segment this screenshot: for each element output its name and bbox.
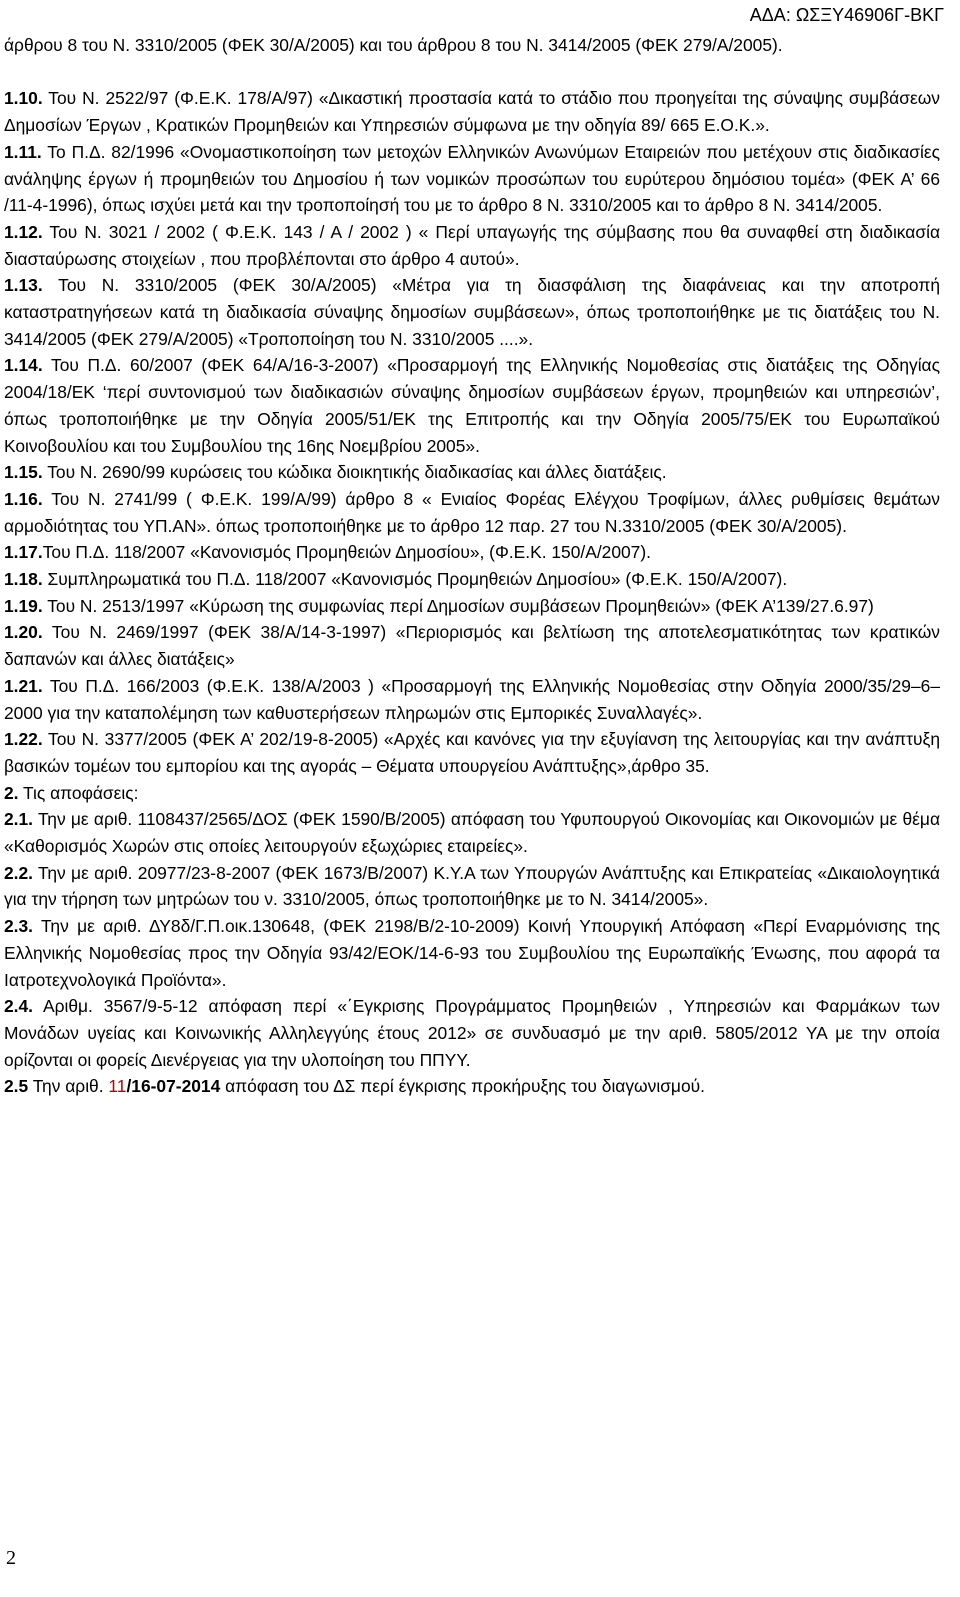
paragraph [4,539,940,566]
item-text: Του Ν. 3021 / 2002 ( Φ.Ε.Κ. 143 / Α / 2002 ) « Περί υπαγωγής της σύμβασης που θα συναφθεί στη διαδικασία διασταύρωσης στοιχείων , που προβλέπονται στο άρθρο 4 αυτού». [4,221,940,269]
item-number: 2. [4,782,19,803]
item-number: 2.4. [4,996,34,1017]
item-number: 1.14. [4,355,43,376]
paragraph [4,85,940,138]
paragraph [4,139,940,219]
item-text: Του Ν. 3377/2005 (ΦΕΚ Α’ 202/19-8-2005) «Αρχές και κανόνες για την εξυγίανση της λειτουργίας και την ανάπτυξη βασικών τομέων του εμπορίου και της αγοράς – Θέματα υπουργείου Ανάπτυξης»,άρθρο 35. [4,729,940,776]
item-number: 1.16. [4,488,43,509]
item-text: Την με αριθ. 20977/23-8-2007 (ΦΕΚ 1673/Β/2007) Κ.Υ.Α των Υπουργών Ανάπτυξης και Επικρατείας «Δικαιολογητικά για την τήρηση των μητρώων του ν. 3310/2005, όπως τροποποιήθηκε με το Ν. 3414/2005». [4,862,940,910]
paragraph [4,32,940,59]
paragraph [4,726,940,779]
item-number: 1.21. [4,675,43,696]
paragraph [4,593,940,620]
paragraph [4,272,940,352]
item-number: 2.2. [4,862,34,883]
item-text: Του Ν. 2469/1997 (ΦΕΚ 38/Α/14-3-1997) «Περιορισμός και βελτίωση της αποτελεσματικότητας των κρατικών δαπανών και άλλες διατάξεις» [4,622,940,670]
item-number: 1.20. [4,622,43,643]
item-text: Την με αριθ. 1108437/2565/ΔΟΣ (ΦΕΚ 1590/Β/2005) απόφαση του Υφυπουργού Οικονομίας και Οικονομιών με θέμα «Καθορισμός Χωρών στις οποίες λειτουργούν εξωχώριες εταιρείες». [4,809,940,857]
item-text: Του Π.Δ. 118/2007 «Κανονισμός Προμηθειών Δημοσίου», (Φ.Ε.Κ. 150/Α/2007). [42,542,651,563]
item-text-post: απόφαση του ΔΣ περί έγκρισης προκήρυξης του διαγωνισμού. [220,1076,705,1097]
item-number: 1.19. [4,595,43,616]
item-text: Του Ν. 2690/99 κυρώσεις του κώδικα διοικητικής διαδικασίας και άλλες διατάξεις. [42,462,667,483]
item-number: 2.5 [4,1076,29,1097]
paragraph [4,913,940,993]
spacer [4,59,940,86]
item-text: Συμπληρωματικά του Π.Δ. 118/2007 «Κανονισμός Προμηθειών Δημοσίου» (Φ.Ε.Κ. 150/Α/2007). [42,569,788,590]
item-text: Το Π.Δ. 82/1996 «Ονομαστικοποίηση των μετοχών Ελληνικών Ανωνύμων Εταιρειών που μετέχουν στις διαδικασίες ανάληψης έργων ή προμηθειών του Δημοσίου ή των νομικών προσώπων του ευρύτερου δημόσιου τομέα» (ΦΕΚ Α’ 66 /11-4-1996), όπως ισχύει μετά και την τροποποίησή του με το άρθρο 8 Ν. 3310/2005 και το άρθρο 8 Ν. 3414/2005. [4,141,940,216]
document-body [4,32,940,1100]
item-number: 1.15. [4,462,43,483]
paragraph [4,619,940,672]
paragraph [4,459,940,486]
item-number: 1.12. [4,221,43,242]
paragraph [4,860,940,913]
item-number: 1.22. [4,729,43,750]
item-number: 1.18. [4,569,43,590]
paragraph [4,806,940,859]
item-text: Του Ν. 2522/97 (Φ.Ε.Κ. 178/Α/97) «Δικαστική προστασία κατά το στάδιο που προηγείται της σύναψης συμβάσεων Δημοσίων Έργων , Κρατικών Προμηθειών και Υπηρεσιών σύμφωνα με την οδηγία 89/ 665 Ε.Ο.Κ.». [4,88,940,136]
paragraph [4,486,940,539]
paragraph [4,780,940,807]
item-text: Του Ν. 2741/99 ( Φ.Ε.Κ. 199/Α/99) άρθρο 8 « Ενιαίος Φορέας Ελέγχου Τροφίμων, άλλες ρυθμίσεις θεμάτων αρμοδιότητας του ΥΠ.ΑΝ». όπως τροποποιήθηκε με το άρθρο 12 παρ. 27 του Ν.3310/2005 (ΦΕΚ 30/Α/2005). [4,488,940,536]
item-number: 2.3. [4,916,34,937]
paragraph-last [4,1073,940,1100]
item-number: 1.10. [4,88,43,109]
paragraph [4,352,940,459]
item-text-pre: Την αριθ. [28,1076,109,1097]
item-text: Τις αποφάσεις: [18,782,139,803]
item-text: Του Ν. 3310/2005 (ΦΕΚ 30/Α/2005) «Μέτρα για τη διασφάλιση της διαφάνειας και την αποτροπή καταστρατηγήσεων κατά τη διαδικασία σύναψης δημοσίων συμβάσεων», όπως τροποποιήθηκε με τις διατάξεις του Ν. 3414/2005 (ΦΕΚ 279/Α/2005) «Τροποποίηση του Ν. 3310/2005 ....». [4,275,940,349]
decision-number-highlight: 11 [108,1076,127,1097]
item-number: 2.1. [4,809,34,830]
item-text: Την με αριθ. ΔΥ8δ/Γ.Π.οικ.130648, (ΦΕΚ 2198/Β/2-10-2009) Κοινή Υπουργική Απόφαση «Περί Εναρμόνισης της Ελληνικής Νομοθεσίας προς την Οδηγία 93/42/ΕΟΚ/14-6-93 του Συμβουλίου της Ευρωπαϊκής Ένωσης, που αφορά τα Ιατροτεχνολογικά Προϊόντα». [4,916,940,990]
item-number: 1.17. [4,542,43,563]
page-number: 2 [6,1547,16,1569]
paragraph [4,673,940,726]
paragraph [4,993,940,1073]
item-text: άρθρου 8 του Ν. 3310/2005 (ΦΕΚ 30/Α/2005) και του άρθρου 8 του Ν. 3414/2005 (ΦΕΚ 279/Α/2005). [4,35,783,55]
item-text: Αριθμ. 3567/9-5-12 απόφαση περί «΄Εγκρισης Προγράμματος Προμηθειών , Υπηρεσιών και Φαρμάκων των Μονάδων υγείας και Κοινωνικής Αλληλεγγύης έτους 2012» σε συνδυασμό με την αριθ. 5805/2012 ΥΑ με την οποία ορίζονται οι φορείς Διενέργειας για την υλοποίηση του ΠΠΥΥ. [4,996,940,1070]
ada-code: ΑΔΑ: ΩΣΞΥ46906Γ-ΒΚΓ [749,5,944,25]
decision-date: /16-07-2014 [126,1076,221,1097]
item-text: Του Ν. 2513/1997 «Κύρωση της συμφωνίας περί Δημοσίων συμβάσεων Προμηθειών» (ΦΕΚ Α’139/27.6.97) [42,595,874,616]
item-number: 1.13. [4,275,43,296]
paragraph [4,219,940,272]
item-number: 1.11. [4,141,42,162]
item-text: Του Π.Δ. 166/2003 (Φ.Ε.Κ. 138/Α/2003 ) «Προσαρμογή της Ελληνικής Νομοθεσίας στην Οδηγία 2000/35/29–6–2000 για την καταπολέμηση των καθυστερήσεων πληρωμών στις Εμπορικές Συναλλαγές». [4,675,940,723]
paragraph [4,566,940,593]
item-text: Του Π.Δ. 60/2007 (ΦΕΚ 64/Α/16-3-2007) «Προσαρμογή της Ελληνικής Νομοθεσίας στις διατάξεις της Οδηγίας 2004/18/ΕΚ ‘περί συντονισμού των διαδικασιών σύναψης δημοσίων συμβάσεων έργων, προμηθειών και υπηρεσιών’, όπως τροποποιήθηκε με την Οδηγία 2005/51/ΕΚ της Επιτροπής και την Οδηγία 2005/75/ΕΚ του Ευρωπαϊκού Κοινοβουλίου και του Συμβουλίου της 16ης Νοεμβρίου 2005». [4,355,940,456]
